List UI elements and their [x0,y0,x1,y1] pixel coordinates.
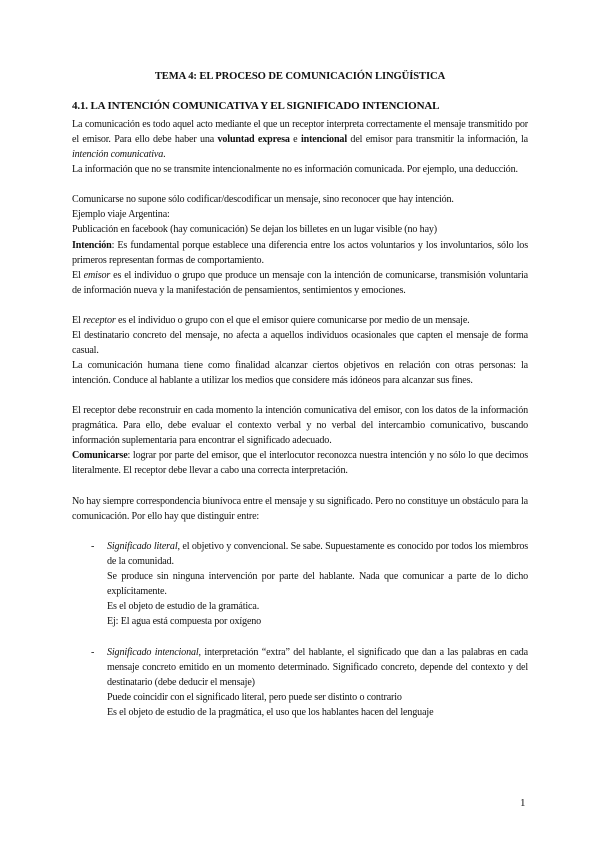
paragraph-human-communication: La comunicación humana tiene como finalidad alcanzar ciertos objetivos en relación con otras personas: la intención. Conduce al hablante a utilizar los medios que considere más idóneos para alcanzar sus fines. [72,360,528,387]
paragraph-emitter: El emisor es el individuo o grupo que produce un mensaje con la intención de comunicarse, transmisión voluntaria de información nueva y la manifestación de pensamientos, sentimientos y emociones. [72,270,529,297]
paragraph-receiver: El receptor es el individuo o grupo con el que el emisor quiere comunicarse por medio de un mensaje. [72,315,470,326]
list-dash: - [91,647,95,658]
section-heading: 4.1. LA INTENCIÓN COMUNICATIVA Y EL SIGNIFICADO INTENCIONAL [72,100,440,112]
literal-meaning-no-intervention: Se produce sin ninguna intervención por parte del hablante. Nada que comunicar a parte de lo dicho explícitamente. [107,571,528,598]
paragraph-facebook: Publicación en facebook (hay comunicación) Se dejan los billetes en un lugar visible (no hay) [72,224,438,235]
paragraph-unintentional-info: La información que no se transmite intencionalmente no es información comunicada. Por ejemplo, una deducción. [72,164,518,175]
paragraph-correspondence: No hay siempre correspondencia biunívoca entre el mensaje y su significado. Pero no constituye un obstáculo para la comunicación. Por ello hay que distinguir entre: [72,496,528,523]
list-dash: - [91,541,95,552]
paragraph-communication-definition: La comunicación es todo aquel acto mediante el que un receptor interpreta correctamente el mensaje transmitido por el emisor. Para ello debe haber una voluntad expresa e intencional del emisor para transmitir la información, la intención comunicativa. [72,119,529,161]
literal-meaning-grammar: Es el objeto de estudio de la gramática. [107,601,260,613]
intentional-meaning-coincide: Puede coincidir con el significado literal, pero puede ser distinto o contrario [107,692,402,704]
literal-meaning-definition: Significado literal, el objetivo y convencional. Se sabe. Supuestamente es conocido por todos los miembros de la comunidad. [107,541,528,568]
paragraph-codify: Comunicarse no supone sólo codificar/descodificar un mensaje, sino reconocer que hay intención. [72,194,454,205]
paragraph-recipient: El destinatario concreto del mensaje, no afecta a aquellos individuos ocasionales que capten el mensaje de forma casual. [72,330,528,357]
paragraph-reconstruct: El receptor debe reconstruir en cada momento la intención comunicativa del emisor, con los datos de la información pragmática. Para ello, debe evaluar el contexto verbal y no verbal del intercambio comunicativo, buscando información suplementaria para encontrar el significado adecuado. [72,405,528,447]
intentional-meaning-pragmatics: Es el objeto de estudio de la pragmática, el uso que los hablantes hacen del lenguaje [107,707,434,719]
literal-meaning-example: Ej: El agua está compuesta por oxígeno [107,616,262,628]
intentional-meaning-definition: Significado intencional, interpretación “extra” del hablante, el significado que dan a las palabras en cada mensaje concreto emitido en un momento determinado. Significado concreto, depende del contexto y del destinatario (debe deducir el mensaje) [107,647,529,689]
list-item-intentional-meaning [72,645,528,720]
page-title: TEMA 4: EL PROCESO DE COMUNICACIÓN LINGÜÍSTICA [154,71,446,82]
paragraph-example: Ejemplo viaje Argentina: [72,209,170,220]
paragraph-communicate: Comunicarse: lograr por parte del emisor, que el interlocutor reconozca nuestra intención y no sólo lo que decimos literalmente. El receptor debe llevar a cabo una correcta interpretación. [72,450,528,477]
paragraph-intention: Intención: Es fundamental porque establece una diferencia entre los actos voluntarios y los involuntarios, sólo los primeros representan formas de comportamiento. [72,240,528,267]
page-number: 1 [520,797,526,809]
list-item-literal-meaning [72,539,528,630]
